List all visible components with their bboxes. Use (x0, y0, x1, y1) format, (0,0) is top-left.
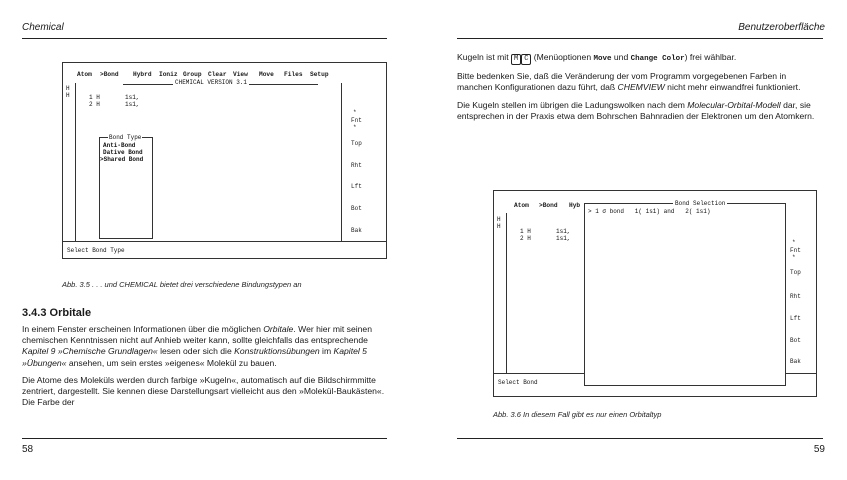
side-button-fnt[interactable]: Fnt (790, 247, 801, 254)
left-divider (75, 83, 76, 241)
status-line: Select Bond Type (67, 247, 125, 254)
section-heading: 3.4.3 Orbitale (22, 307, 92, 319)
side-button-fnt[interactable]: Fnt (351, 117, 362, 124)
text-run: Move (593, 55, 612, 63)
status-divider (63, 241, 386, 242)
menu-group: Group (183, 71, 202, 78)
atom-letter: H (66, 92, 70, 99)
version-title: CHEMICAL VERSION 3.1 (175, 79, 248, 86)
menu-hyb: Hyb (569, 202, 581, 209)
atom-line: 1 H 1s1, (89, 94, 140, 101)
bond-selection-title: Bond Selection (675, 200, 726, 207)
menu-bond: >Bond (539, 202, 558, 209)
status-line: Select Bond (498, 379, 538, 386)
text-run: In einem Fenster erscheinen Informationen über die möglichen (22, 324, 264, 334)
text-run: . Wer hier mit seinen chemischen Kenntnissen nicht auf Anhieb weiter kann, sollte gleichfalls das entsprechende (22, 324, 372, 346)
figure-caption: Abb. 3.5 . . . und CHEMICAL bietet drei verschiedene Bindungstypen an (62, 280, 302, 289)
page-number-left: 58 (22, 444, 34, 455)
menu-files: Files (284, 71, 303, 78)
bond-type-title: Bond Type (109, 134, 142, 141)
page-number-right: 59 (813, 444, 825, 455)
menu-ioniz: Ioniz (159, 71, 178, 78)
body-text-right (457, 52, 823, 128)
bond-selection-window (584, 200, 786, 386)
text-run: Bitte bedenken Sie, daß die Veränderung der vom Programm vorgegebenen Farben in manchen Konfigurationen dazu führt, daß (457, 71, 787, 93)
atom-line: 1 H 1s1, (520, 228, 571, 235)
left-page (0, 0, 410, 480)
bond-selection-screen-figure (493, 190, 817, 397)
left-divider (506, 213, 507, 373)
chemical-screen-figure (62, 62, 387, 259)
atom-letter: H (497, 216, 501, 223)
menu-atom: Atom (514, 202, 529, 209)
header-rule (22, 38, 387, 39)
paragraph (22, 324, 388, 369)
star-marker: * (353, 124, 357, 131)
bond-option-anti[interactable]: Anti-Bond (103, 142, 136, 149)
key-c-icon: C (521, 54, 531, 65)
paragraph: Die Atome des Moleküls werden durch farbige »Kugeln«, automatisch auf die Bildschirmmitte zentriert, dargestellt. Sie kennen diese Darstellungsart vielleicht aus den »Molekül-Baukästen«. Die Farbe der (22, 374, 385, 408)
menu-atom: Atom (77, 71, 92, 78)
key-m-icon: M (511, 54, 521, 65)
text-run: ansehen, um sein erstes »eigenes« Molekül zu bauen. (66, 357, 277, 368)
side-button-lft[interactable]: Lft (351, 183, 362, 190)
side-button-bak[interactable]: Bak (351, 227, 362, 234)
side-button-bot[interactable]: Bot (351, 205, 362, 212)
paragraph (457, 100, 823, 122)
menu-bond: >Bond (100, 71, 119, 78)
menu-setup: Setup (310, 71, 329, 78)
right-page (437, 0, 847, 480)
side-button-rht[interactable]: Rht (351, 162, 362, 169)
text-run: (Menüoptionen (531, 52, 594, 62)
text-run: lesen oder sich die (157, 346, 235, 357)
paragraph (457, 52, 823, 65)
side-button-bot[interactable]: Bot (790, 337, 801, 344)
side-button-top[interactable]: Top (351, 140, 362, 147)
right-divider (341, 83, 342, 241)
side-button-bak[interactable]: Bak (790, 358, 801, 365)
text-run: Die Kugeln stellen im übrigen die Ladungswolken nach dem (457, 99, 688, 110)
menu-view: View (233, 71, 248, 78)
menu-clear: Clear (208, 71, 227, 78)
bond-option-dative[interactable]: Dative Bond (103, 149, 143, 156)
bond-option-shared[interactable]: >Shared Bond (100, 156, 144, 163)
star-marker: * (353, 109, 357, 116)
text-run: CHEMVIEW (617, 82, 665, 93)
text-run: Konstruktionsübungen (234, 346, 320, 357)
text-run: dar, sie entsprechen in der Praxis etwa dem Bohrschen Bahnradien der Elektronen um den Atomkern. (457, 99, 815, 121)
text-run: im (319, 346, 334, 357)
text-run: ) frei wählbar. (684, 52, 737, 62)
atom-line: 2 H 1s1, (89, 101, 140, 108)
star-marker: * (792, 254, 796, 261)
bond-selection-option[interactable]: > 1 σ bond 1( 1s1) and 2( 1s1) (588, 208, 711, 215)
figure-caption: Abb. 3.6 In diesem Fall gibt es nur einen Orbitaltyp (493, 410, 662, 419)
atom-letter: H (66, 85, 70, 92)
menu-move: Move (259, 71, 274, 78)
side-button-top[interactable]: Top (790, 269, 801, 276)
text-run: Change Color (630, 55, 685, 63)
text-run: Kapitel 9 »Chemische Grundlagen« (22, 346, 158, 357)
footer-rule (457, 438, 823, 439)
text-run: Kapitel 5 »Übungen« (22, 346, 367, 368)
text-run: Kugeln ist mit (457, 52, 511, 62)
side-button-rht[interactable]: Rht (790, 293, 801, 300)
bond-type-popup (99, 134, 153, 239)
text-run: Molecular-Orbital-Modell (687, 99, 781, 110)
side-button-lft[interactable]: Lft (790, 315, 801, 322)
atom-line: 2 H 1s1, (520, 235, 571, 242)
text-run: und (611, 52, 631, 62)
menu-hybrd: Hybrd (133, 71, 152, 78)
body-text-left (22, 324, 388, 414)
running-head-right: Benutzeroberfläche (738, 22, 825, 33)
footer-rule (22, 438, 387, 439)
star-marker: * (792, 239, 796, 246)
running-head-left: Chemical (22, 22, 64, 33)
header-rule (457, 38, 823, 39)
paragraph (457, 71, 823, 93)
atom-letter: H (497, 223, 501, 230)
text-run: Orbitale (263, 324, 294, 334)
text-run: nicht mehr einwandfrei funktioniert. (664, 82, 801, 93)
